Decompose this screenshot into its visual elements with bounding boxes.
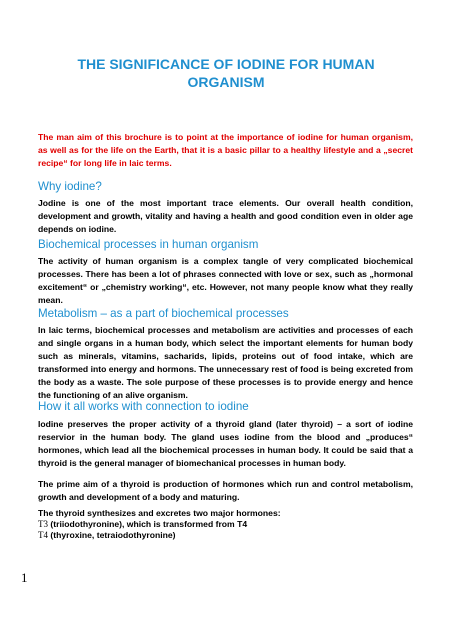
hormones-block <box>38 508 413 541</box>
hormone-t3-line <box>38 519 413 530</box>
hormone-t3-text: (triiodothyronine), which is transformed from T4 <box>48 519 248 529</box>
paragraph-thyroid-role: Iodine preserves the proper activity of a thyroid gland (later thyroid) – a sort of iodine reservior in the human body. The gland uses iodine from the blood and „produces“ hormones, which lead all the biochemical processes in human body. It could be said that a thyroid is the general manager of biomechanical processes in human body. <box>38 419 413 468</box>
heading-why-iodine: Why iodine? <box>38 180 102 193</box>
paragraph-metabolism: In laic terms, biochemical processes and metabolism are activities and processes of each and single organs in a human body, which select the important elements for human body such as minerals, vitamins, sacharids, lipids, proteins out of food intake, which are transformed into energy and hormons. The unnecessary rest of food is being excreted from the body as a waste. The sole purpose of these processes is to provide energy and hence the functioning of an alive organism. <box>38 325 413 400</box>
document-title: THE SIGNIFICANCE OF IODINE FOR HUMAN ORGANISM <box>77 56 375 90</box>
page-number: 1 <box>21 570 28 585</box>
heading-biochemical-processes: Biochemical processes in human organism <box>38 238 259 251</box>
paragraph-why-iodine: Jodine is one of the most important trace elements. Our overall health condition, development and growth, vitality and having a health and good condition even in older age depends on iodine. <box>38 198 413 234</box>
hormone-t4-line <box>38 530 413 541</box>
paragraph-thyroid-aim: The prime aim of a thyroid is production of hormones which run and control metabolism, growth and development of a body and maturing. <box>38 479 413 502</box>
heading-metabolism: Metabolism – as a part of biochemical processes <box>38 307 289 320</box>
paragraph-biochemical-processes: The activity of human organism is a complex tangle of very complicated biochemical processes. There has been a lot of phrases connected with love or sex, such as „hormonal excitement“ or „chemistry working“, etc. However, not many people know what they really mean. <box>38 256 413 305</box>
heading-how-it-works: How it all works with connection to iodine <box>38 400 249 413</box>
hormone-t3-label: T3 <box>38 519 48 529</box>
hormone-t4-label: T4 <box>38 530 48 540</box>
intro-paragraph: The man aim of this brochure is to point at the importance of iodine for human organism, as well as for the life on the Earth, that it is a basic pillar to a healthy lifestyle and a „secret recipe“ for long life in laic terms. <box>38 132 413 168</box>
hormone-t4-text: (thyroxine, tetraiodothyronine) <box>48 530 176 540</box>
hormones-intro: The thyroid synthesizes and excretes two major hormones: <box>38 508 281 518</box>
